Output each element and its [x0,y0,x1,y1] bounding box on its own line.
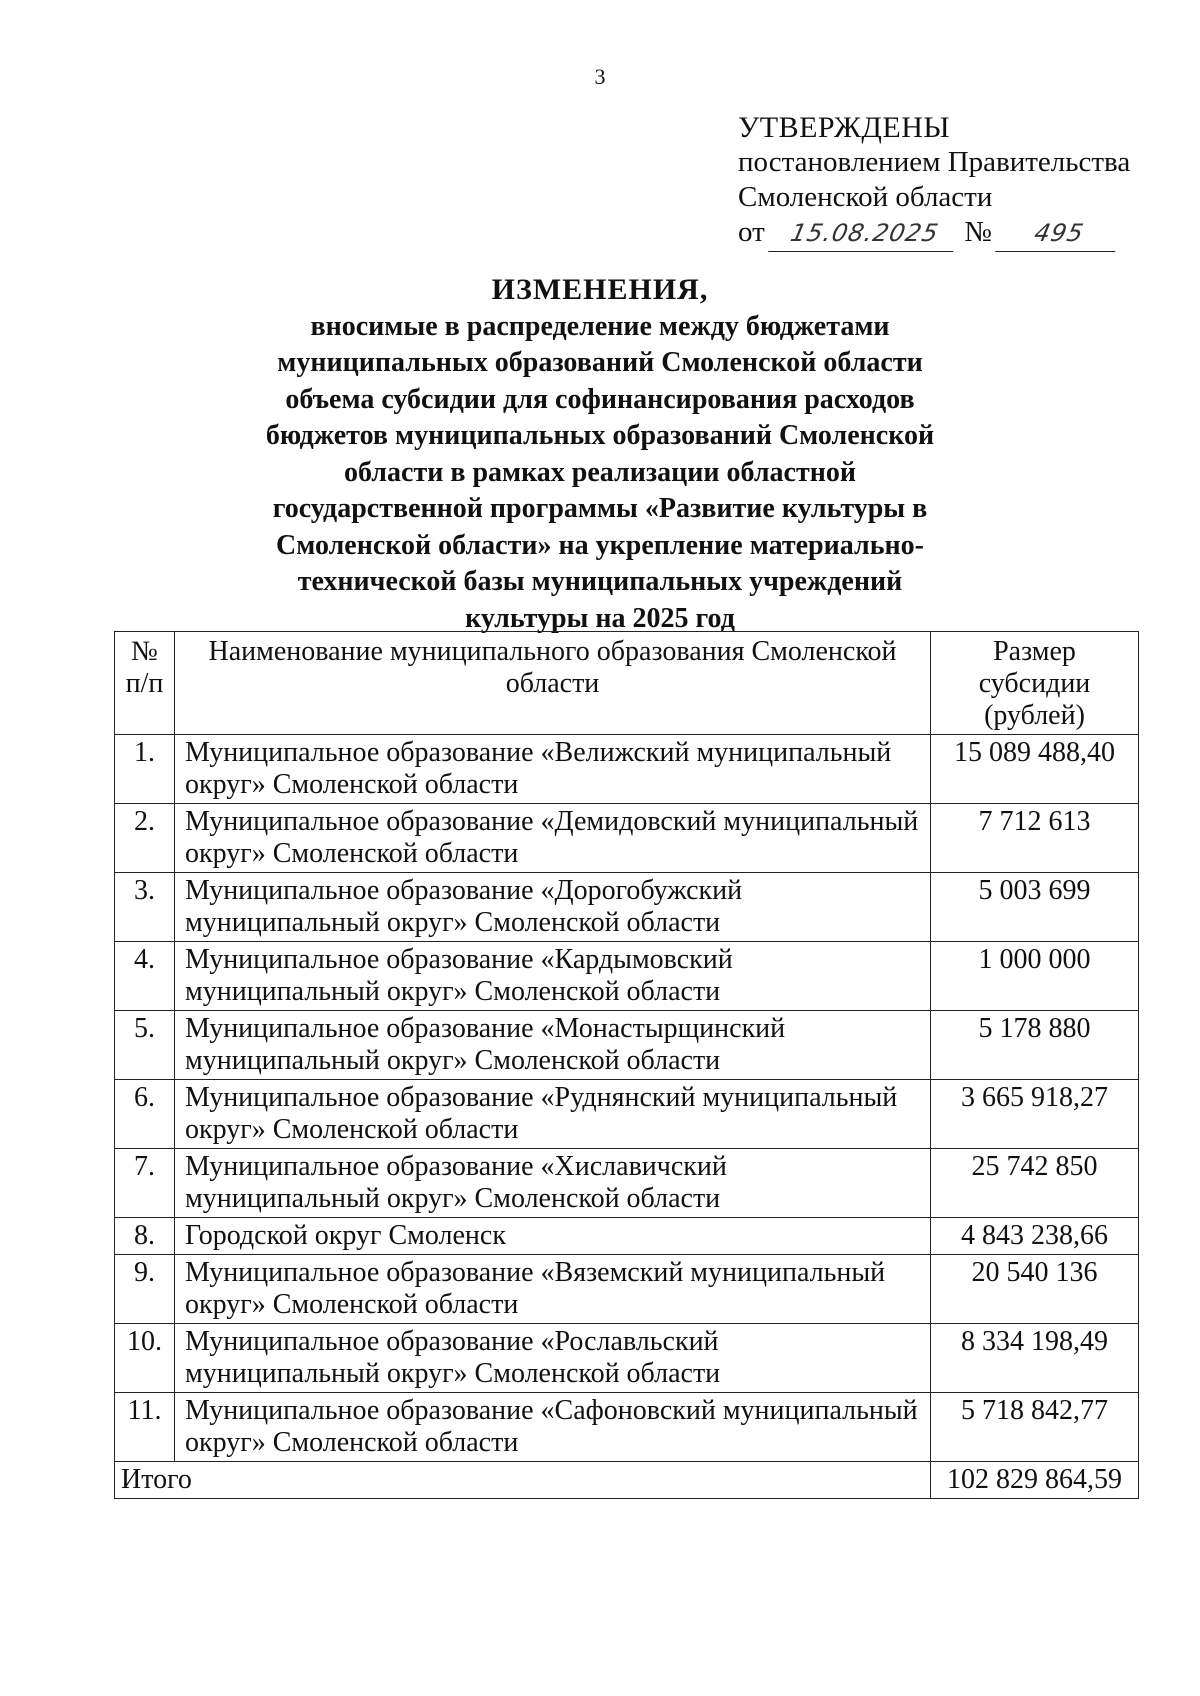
approval-line-1: постановлением Правительства [738,146,1131,178]
row-name: Муниципальное образование «Вяземский муниципальный округ» Смоленской области [175,1255,931,1324]
row-amount: 1 000 000 [931,942,1139,1011]
from-label: от [738,216,765,248]
row-amount: 15 089 488,40 [931,735,1139,804]
row-amount: 5 178 880 [931,1011,1139,1080]
table-row [115,1218,1139,1255]
heading-line: объема субсидии для софинансирования расходов [285,383,915,415]
heading-line: государственной программы «Развитие культуры в [272,493,928,524]
total-label: Итого [115,1462,931,1499]
header-number: № п/п [115,632,175,735]
total-amount: 102 829 864,59 [931,1462,1139,1499]
row-number: 5. [115,1011,175,1080]
table-row [115,735,1139,804]
table-row [115,1080,1139,1149]
document-heading [200,272,1000,637]
table-row [115,1324,1139,1393]
approval-stamp [738,110,1138,252]
row-number: 11. [115,1393,175,1462]
row-name: Муниципальное образование «Дорогобужский муниципальный округ» Смоленской области [175,873,931,942]
header-amount: Размер субсидии (рублей) [931,632,1139,735]
row-name: Муниципальное образование «Рославльский муниципальный округ» Смоленской области [175,1324,931,1393]
approval-date-line [738,215,1138,252]
row-number: 4. [115,942,175,1011]
row-amount: 3 665 918,27 [931,1080,1139,1149]
table-total-row [115,1462,1139,1499]
approval-line-2: Смоленской области [738,181,993,213]
table-header-row [115,632,1139,735]
row-number: 1. [115,735,175,804]
row-amount: 4 843 238,66 [931,1218,1139,1255]
handwritten-date: 15.08.2025 [768,216,961,252]
row-amount: 25 742 850 [931,1149,1139,1218]
heading-line: муниципальных образований Смоленской области [277,347,923,378]
table-row [115,942,1139,1011]
table-row [115,1011,1139,1080]
heading-line: Смоленской области» на укрепление материально- [276,529,924,561]
table-row [115,1255,1139,1324]
handwritten-number: 495 [995,216,1123,252]
row-amount: 20 540 136 [931,1255,1139,1324]
approved-label: УТВЕРЖДЕНЫ [738,111,951,144]
row-name: Муниципальное образование «Хиславичский муниципальный округ» Смоленской области [175,1149,931,1218]
table-row [115,873,1139,942]
row-number: 6. [115,1080,175,1149]
table-row [115,1393,1139,1462]
row-number: 8. [115,1218,175,1255]
row-number: 10. [115,1324,175,1393]
heading-title: ИЗМЕНЕНИЯ, [491,273,709,306]
page-number: 3 [594,64,606,89]
row-number: 3. [115,873,175,942]
heading-line: вносимые в распределение между бюджетами [310,310,890,342]
row-name: Муниципальное образование «Руднянский муниципальный округ» Смоленской области [175,1080,931,1149]
row-amount: 5 718 842,77 [931,1393,1139,1462]
row-number: 9. [115,1255,175,1324]
row-number: 2. [115,804,175,873]
row-amount: 5 003 699 [931,873,1139,942]
number-label: № [964,216,992,248]
row-name: Муниципальное образование «Демидовский муниципальный округ» Смоленской области [175,804,931,873]
header-name: Наименование муниципального образования Смоленской области [175,632,931,735]
row-number: 7. [115,1149,175,1218]
row-amount: 8 334 198,49 [931,1324,1139,1393]
subsidy-table [114,631,1139,1499]
row-name: Муниципальное образование «Кардымовский муниципальный округ» Смоленской области [175,942,931,1011]
row-name: Городской округ Смоленск [175,1218,931,1255]
heading-line: бюджетов муниципальных образований Смоленской [265,420,935,451]
row-amount: 7 712 613 [931,804,1139,873]
heading-line: области в рамках реализации областной [344,456,856,488]
table-row [115,804,1139,873]
heading-line: технической базы муниципальных учреждений [297,566,903,597]
table-row [115,1149,1139,1218]
heading-line: культуры на 2025 год [465,602,735,634]
row-name: Муниципальное образование «Велижский муниципальный округ» Смоленской области [175,735,931,804]
row-name: Муниципальное образование «Монастырщинский муниципальный округ» Смоленской области [175,1011,931,1080]
row-name: Муниципальное образование «Сафоновский муниципальный округ» Смоленской области [175,1393,931,1462]
